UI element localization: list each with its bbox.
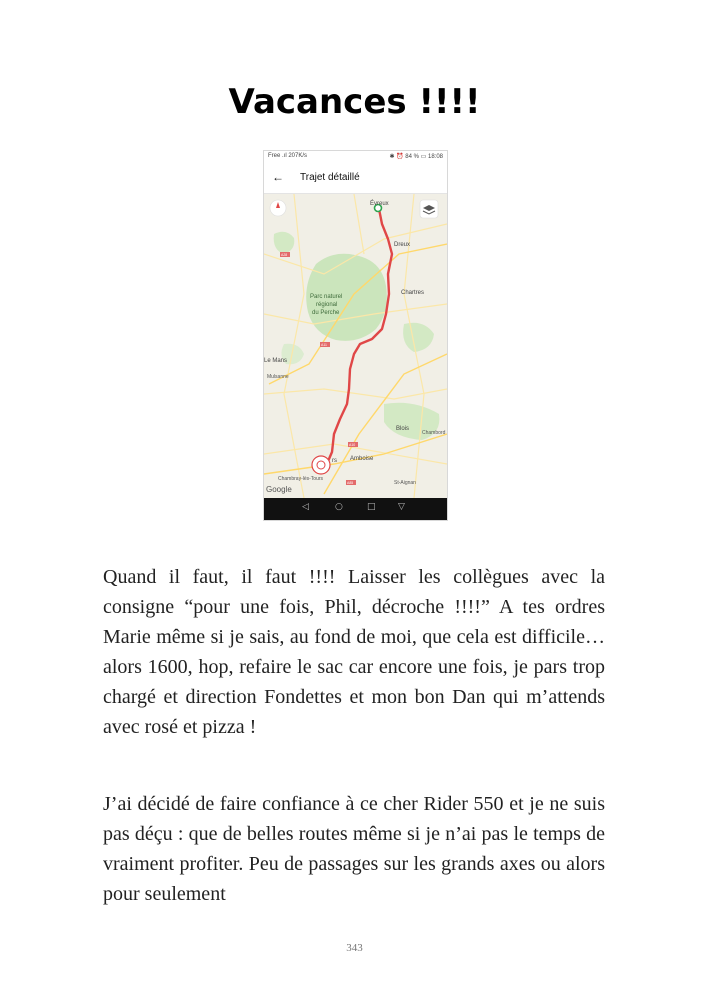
park-label-2: régional	[316, 302, 338, 308]
nav-home-icon[interactable]: ○	[335, 502, 343, 512]
road-badge-a28	[280, 252, 290, 257]
page-number: 343	[346, 942, 363, 954]
google-logo: Google	[266, 485, 292, 494]
android-nav-bar	[264, 498, 447, 520]
city-chambord: Chambord	[422, 430, 446, 436]
nav-back-icon[interactable]: ◁	[302, 502, 309, 512]
app-bar	[264, 163, 447, 194]
map-screenshot	[263, 150, 448, 521]
status-right: ✱ ⏰ 84 % ▭ 18:08	[389, 154, 443, 160]
park-label-3: du Perche	[312, 310, 340, 316]
city-mulsanne: Mulsanne	[267, 374, 289, 380]
status-left: Free .ıl 207K/s	[268, 153, 308, 159]
city-evreux: Évreux	[370, 201, 389, 207]
city-chartres: Chartres	[401, 290, 425, 296]
nav-down-icon[interactable]: ▽	[398, 502, 405, 512]
road-badge-a10	[348, 442, 358, 447]
nav-recents-icon[interactable]: □	[367, 502, 376, 512]
city-amboise: Amboise	[350, 456, 374, 462]
road-badge-a11	[320, 342, 330, 347]
city-dreux: Dreux	[394, 242, 411, 248]
route-map[interactable]	[264, 194, 447, 498]
city-tours: rs	[332, 458, 337, 464]
svg-text:A85: A85	[347, 481, 354, 485]
city-st-aignan: St-Aignan	[394, 480, 416, 486]
svg-text:A11: A11	[321, 343, 327, 347]
city-le-mans: Le Mans	[264, 358, 288, 364]
city-chambray: Chambray-lès-Tours	[278, 476, 324, 482]
svg-text:A28: A28	[281, 253, 288, 257]
arrow-left-icon[interactable]: ←	[272, 170, 284, 184]
road-badge-a85	[346, 480, 356, 485]
phone-status-bar	[264, 151, 447, 163]
park-label-1: Parc naturel	[310, 294, 343, 300]
paragraph-2: J’ai décidé de faire confiance à ce cher Rider 550 et je ne suis pas déçu : que de belles routes même si je n’ai pas le temps de vraiment profiter. Peu de passages sur les grands axes ou alors pour seulement	[103, 793, 605, 905]
page-title: Vacances !!!!	[228, 82, 481, 122]
paragraph-1: Quand il faut, il faut !!!! Laisser les collègues avec la consigne “pour une fois, Phil, décroche !!!!” A tes ordres Marie même si je sais, au fond de moi, que cela est difficile… alors 1600, hop, refaire le sac car encore une fois, je pars trop chargé et direction Fondettes et mon bon Dan qui m’attends avec rosé et pizza !	[103, 566, 605, 738]
city-blois: Blois	[396, 426, 410, 432]
destination-marker[interactable]	[312, 456, 330, 474]
svg-text:A10: A10	[349, 443, 356, 447]
app-title: Trajet détaillé	[300, 172, 360, 183]
